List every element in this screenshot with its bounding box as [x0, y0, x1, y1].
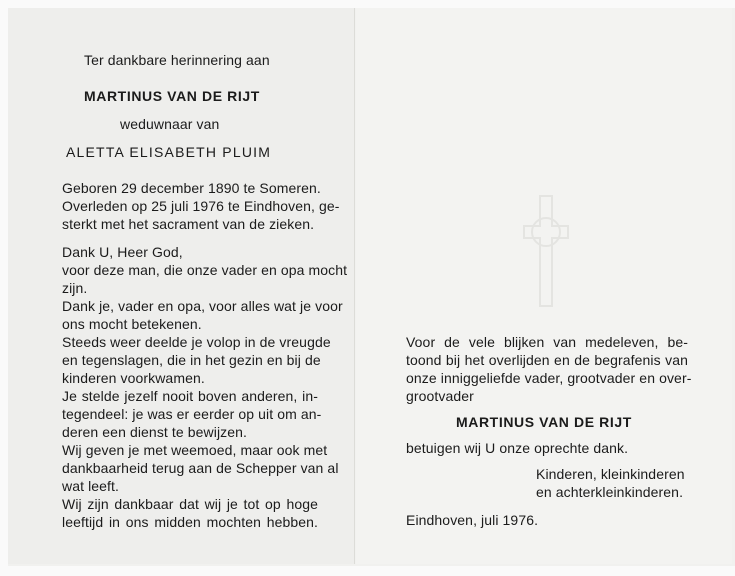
thanks-line-3: onze inniggeliefde vader, grootvader en over-	[406, 370, 692, 386]
poem-line-5: ons mocht betekenen.	[62, 316, 202, 332]
poem-line-6: Steeds weer deelde je volop in de vreugde	[62, 334, 331, 350]
thanks-line-4: grootvader	[406, 388, 474, 404]
intro-line: Ter dankbare herinnering aan	[84, 52, 270, 68]
poem-line-14: wat leeft.	[62, 478, 120, 494]
poem-line-8: kinderen voorkwamen.	[62, 370, 205, 386]
scan-border-top	[0, 0, 735, 8]
scan-border-left	[0, 0, 8, 576]
cross-watermark-icon	[520, 192, 572, 312]
poem-line-1: Dank U, Heer God,	[62, 244, 183, 260]
poem-line-10: tegendeel: je was er eerder op uit om an-	[62, 406, 322, 422]
signoff-line-2: en achterkleinkinderen.	[536, 484, 684, 500]
poem-line-2: voor deze man, die onze vader en opa mocht	[62, 262, 348, 278]
poem-line-11: deren een dienst te bewijzen.	[62, 424, 248, 440]
signoff-line-1: Kinderen, kleinkinderen	[536, 466, 685, 482]
poem-line-12: Wij geven je met weemoed, maar ook met	[62, 442, 328, 458]
bio-line-2: Overleden op 25 juli 1976 te Eindhoven, ge-	[62, 198, 340, 214]
bio-line-1: Geboren 29 december 1890 te Someren.	[62, 180, 321, 196]
poem-line-9: Je stelde jezelf nooit boven anderen, in-	[62, 388, 318, 404]
poem-line-16: leeftijd in ons midden mochten hebben.	[62, 514, 318, 530]
place-date: Eindhoven, juli 1976.	[406, 512, 539, 528]
deceased-name: MARTINUS VAN DE RIJT	[84, 88, 260, 104]
thanks-line-2: toond bij het overlijden en de begrafenis van	[406, 352, 688, 368]
poem-line-7: en tegenslagen, die in het gezin en bij de	[62, 352, 321, 368]
poem-line-3: zijn.	[62, 280, 88, 296]
closing-line: betuigen wij U onze oprechte dank.	[406, 440, 629, 456]
relation-line: weduwnaar van	[120, 116, 220, 132]
poem-line-4: Dank je, vader en opa, voor alles wat je voor	[62, 298, 343, 314]
thanks-line-1: Voor de vele blijken van medeleven, be-	[406, 334, 688, 350]
poem-line-13: dankbaarheid terug aan de Schepper van al	[62, 460, 339, 476]
bio-line-3: sterkt met het sacrament van de zieken.	[62, 216, 315, 232]
thanks-name: MARTINUS VAN DE RIJT	[456, 414, 632, 430]
scan-border-bottom	[0, 566, 735, 576]
spouse-name: ALETTA ELISABETH PLUIM	[66, 144, 272, 160]
poem-line-15: Wij zijn dankbaar dat wij je tot op hoge	[62, 496, 318, 512]
